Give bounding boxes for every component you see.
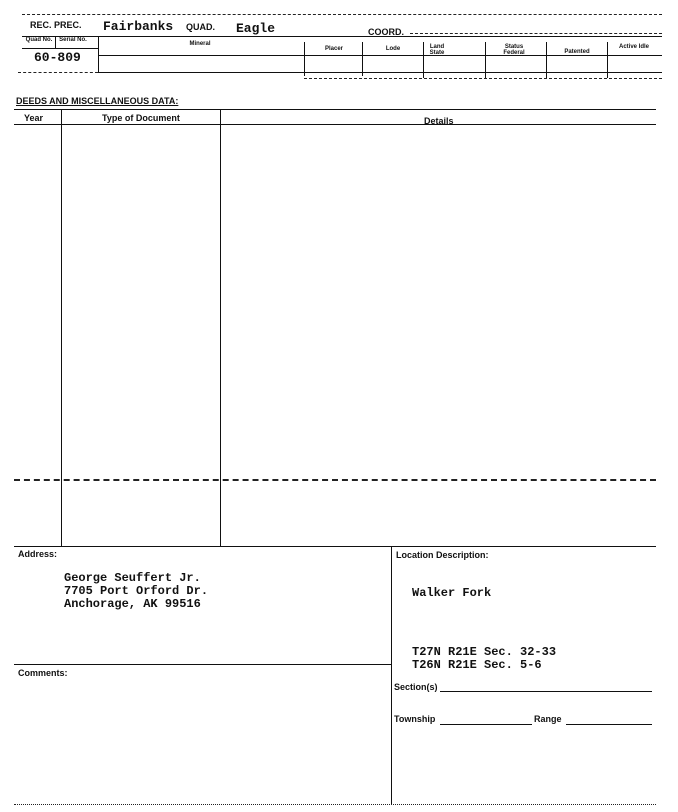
- patented-header: Patented: [564, 49, 590, 55]
- quad-serial-value: 60-809: [34, 50, 81, 65]
- header-bottom-dashed-left: [18, 72, 98, 73]
- page-bottom-dotted: [14, 804, 656, 805]
- status-federal-header: Status Federal: [503, 44, 525, 56]
- mineral-header: Mineral: [189, 41, 211, 47]
- township-blank: [440, 724, 532, 725]
- location-legal-block: [412, 646, 556, 672]
- divider-mineral-placer: [304, 42, 305, 76]
- divider-serial-mineral: [98, 36, 99, 72]
- range-label: Range: [534, 714, 562, 724]
- details-column-header: Details: [424, 116, 454, 126]
- address-line-3: Anchorage, AK 99516: [64, 597, 201, 611]
- land-state-header: Land State: [429, 44, 445, 56]
- quad-no-header: Quad No.: [25, 37, 53, 43]
- quad-label: QUAD.: [186, 22, 215, 32]
- quad-value: Eagle: [236, 21, 276, 36]
- location-line-2: T26N R21E Sec. 5-6: [412, 658, 542, 672]
- divider-quad-serial: [55, 36, 56, 48]
- location-name: Walker Fork: [412, 586, 492, 600]
- lower-center-divider: [391, 546, 392, 804]
- coord-line: [410, 33, 662, 34]
- address-line-2: 7705 Port Orford Dr.: [64, 584, 209, 598]
- placer-header: Placer: [324, 46, 343, 52]
- active-idle-header: Active Idle: [618, 44, 649, 50]
- divider-placer-lode: [362, 42, 363, 76]
- section-blank: [440, 691, 652, 692]
- township-label: Township: [394, 714, 436, 724]
- header-bottom-rule: [98, 72, 662, 73]
- type-column-header: Type of Document: [102, 113, 180, 123]
- coord-label: COORD.: [368, 27, 404, 37]
- year-column-header: Year: [24, 113, 44, 123]
- location-description-label: Location Description:: [396, 550, 489, 560]
- range-blank: [566, 724, 652, 725]
- comments-rule: [14, 664, 391, 665]
- header-bottom-dashed: [304, 78, 662, 79]
- address-block: [64, 572, 208, 611]
- address-label: Address:: [18, 549, 58, 559]
- deeds-title: DEEDS AND MISCELLANEOUS DATA:: [16, 96, 179, 106]
- rec-prec-value: Fairbanks: [103, 19, 174, 34]
- header-rule: [22, 36, 662, 37]
- column-header-rule: [98, 55, 662, 56]
- deeds-top-rule: [14, 109, 656, 110]
- location-line-1: T27N R21E Sec. 32-33: [412, 645, 557, 659]
- address-line-1: George Seuffert Jr.: [64, 571, 201, 585]
- lode-header: Lode: [385, 46, 401, 52]
- serial-no-header: Serial No.: [59, 37, 87, 43]
- comments-label: Comments:: [18, 668, 68, 678]
- rec-prec-label: REC. PREC.: [30, 20, 82, 30]
- top-border-dashed: [22, 14, 662, 15]
- deeds-header-rule: [14, 124, 656, 125]
- deeds-bottom-rule: [14, 546, 656, 547]
- section-label: Section(s): [394, 682, 438, 692]
- deeds-dashed-break: [14, 479, 656, 481]
- quad-serial-rule: [22, 48, 98, 49]
